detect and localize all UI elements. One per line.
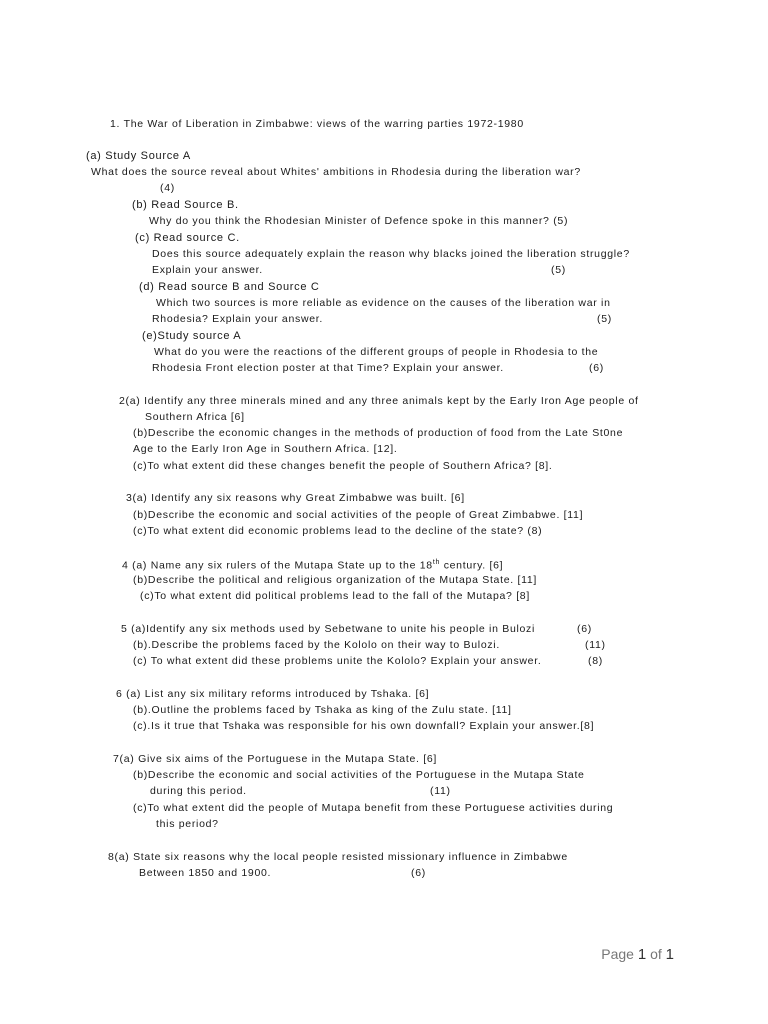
q6a: 6 (a) List any six military reforms introduced by Tshaka. [6] bbox=[116, 688, 430, 700]
q4c: (c)To what extent did political problems lead to the fall of the Mutapa? [8] bbox=[140, 590, 530, 602]
q1d-marks: (5) bbox=[597, 313, 612, 325]
q1c-heading: (c) Read source C. bbox=[135, 232, 240, 244]
q7b-marks: (11) bbox=[430, 785, 451, 797]
q7c-line1: (c)To what extent did the people of Mutapa benefit from these Portuguese activities during bbox=[133, 802, 614, 814]
q3a: 3(a) Identify any six reasons why Great Zimbabwe was built. [6] bbox=[126, 492, 465, 504]
q2b-line1: (b)Describe the economic changes in the methods of production of food from the Late St0ne bbox=[133, 427, 624, 439]
q1c-question-line1: Does this source adequately explain the reason why blacks joined the liberation struggle? bbox=[152, 248, 630, 260]
q1e-question-line1: What do you were the reactions of the different groups of people in Rhodesia to the bbox=[154, 346, 599, 358]
of-word: of bbox=[650, 946, 662, 962]
q1d-question-line1: Which two sources is more reliable as evidence on the causes of the liberation war in bbox=[156, 297, 611, 309]
q6b: (b).Outline the problems faced by Tshaka as king of the Zulu state. [11] bbox=[133, 704, 512, 716]
q4b: (b)Describe the political and religious organization of the Mutapa State. [11] bbox=[133, 574, 538, 586]
q7c-line2: this period? bbox=[156, 818, 219, 830]
q5a: 5 (a)Identify any six methods used by Sebetwane to unite his people in Bulozi bbox=[121, 623, 536, 635]
q8a-line2: Between 1850 and 1900. bbox=[139, 867, 272, 879]
page-indicator bbox=[601, 946, 674, 963]
q1a-marks: (4) bbox=[160, 182, 175, 194]
q1b-heading: (b) Read Source B. bbox=[132, 199, 239, 211]
q1e-heading: (e)Study source A bbox=[142, 330, 242, 342]
total-pages-number: 1 bbox=[665, 946, 674, 963]
q5a-marks: (6) bbox=[577, 623, 592, 635]
q1b-question: Why do you think the Rhodesian Minister of Defence spoke in this manner? (5) bbox=[149, 215, 569, 227]
q2a-line2: Southern Africa [6] bbox=[145, 411, 245, 423]
q1e-question-line2: Rhodesia Front election poster at that Time? Explain your answer. bbox=[152, 362, 504, 374]
q5c: (c) To what extent did these problems unite the Kololo? Explain your answer. bbox=[133, 655, 542, 667]
q7a: 7(a) Give six aims of the Portuguese in the Mutapa State. [6] bbox=[113, 753, 438, 765]
q4a-text-end: century. [6] bbox=[440, 559, 504, 572]
q1c-question-line2: Explain your answer. bbox=[152, 264, 263, 276]
q4a bbox=[122, 557, 503, 572]
q7b-line1: (b)Describe the economic and social activities of the Portuguese in the Mutapa State bbox=[133, 769, 585, 781]
q8a-marks: (6) bbox=[411, 867, 426, 879]
q6c: (c).Is it true that Tshaka was responsible for his own downfall? Explain your answer.[8] bbox=[133, 720, 595, 732]
q2a-line1: 2(a) Identify any three minerals mined and any three animals kept by the Early Iron Age people of bbox=[119, 395, 639, 407]
q1-title: 1. The War of Liberation in Zimbabwe: views of the warring parties 1972-1980 bbox=[110, 118, 524, 130]
page-word: Page bbox=[601, 946, 634, 962]
q1d-heading: (d) Read source B and Source C bbox=[139, 281, 320, 293]
q1a-question: What does the source reveal about Whites' ambitions in Rhodesia during the liberation war? bbox=[91, 166, 581, 178]
q5b-marks: (11) bbox=[585, 639, 606, 651]
q5c-marks: (8) bbox=[588, 655, 603, 667]
q1c-marks: (5) bbox=[551, 264, 566, 276]
q2b-line2: Age to the Early Iron Age in Southern Africa. [12]. bbox=[133, 443, 398, 455]
current-page-number: 1 bbox=[637, 946, 647, 963]
q4a-text: 4 (a) Name any six rulers of the Mutapa State up to the 18 bbox=[122, 559, 433, 572]
q1e-marks: (6) bbox=[589, 362, 604, 374]
q8a-line1: 8(a) State six reasons why the local people resisted missionary influence in Zimbabwe bbox=[108, 851, 568, 863]
q2c: (c)To what extent did these changes benefit the people of Southern Africa? [8]. bbox=[133, 460, 553, 472]
q4a-superscript: th bbox=[432, 559, 441, 566]
q5b: (b).Describe the problems faced by the Kololo on their way to Bulozi. bbox=[133, 639, 500, 651]
q3b: (b)Describe the economic and social activities of the people of Great Zimbabwe. [11] bbox=[133, 509, 584, 521]
q7b-line2: during this period. bbox=[150, 785, 247, 797]
q1d-question-line2: Rhodesia? Explain your answer. bbox=[152, 313, 324, 325]
q1a-heading: (a) Study Source A bbox=[86, 150, 191, 162]
q3c: (c)To what extent did economic problems lead to the decline of the state? (8) bbox=[133, 525, 543, 537]
